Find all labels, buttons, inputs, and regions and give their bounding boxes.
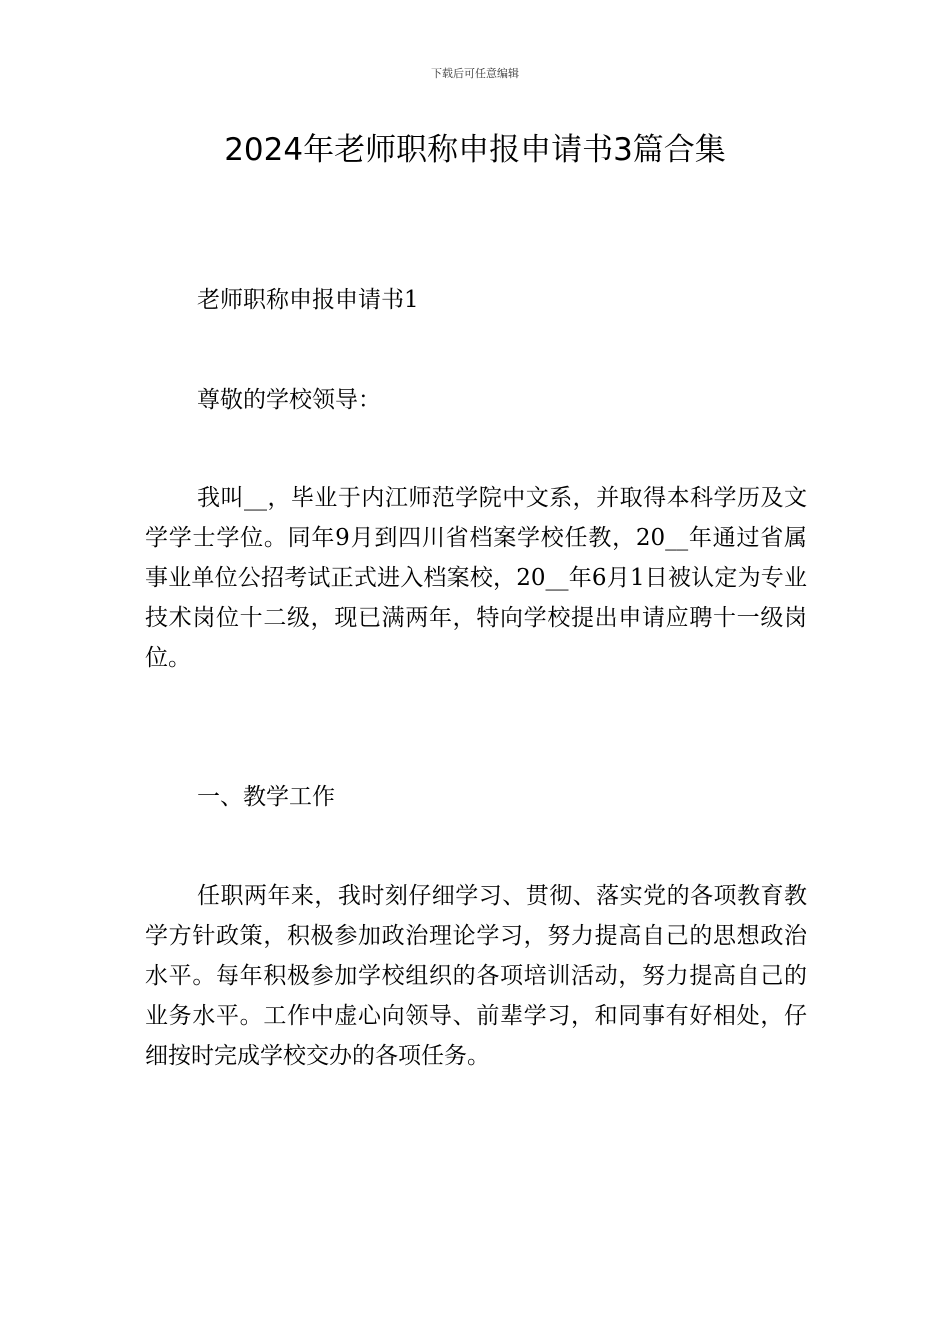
header-note: 下载后可任意编辑 (431, 67, 519, 80)
salutation: 尊敬的学校领导： (197, 387, 381, 413)
section-title: 老师职称申报申请书1 (197, 287, 419, 313)
paragraph-teaching-work: 任职两年来，我时刻仔细学习、贯彻、落实党的各项教育教学方针政策，积极参加政治理论学习，努力提高自己的思想政治水平。每年积极参加学校组织的各项培训活动，努力提高自己的业务水平。工作中虚心向领导、前辈学习，和同事有好相处，仔细按时完成学校交办的各项任务。 (145, 883, 807, 1069)
document-title: 2024年老师职称申报申请书3篇合集 (224, 132, 726, 168)
paragraph-intro: 我叫__，毕业于内江师范学院中文系，并取得本科学历及文学学士学位。同年9月到四川省档案学校任教，20__年通过省属事业单位公招考试正式进入档案校，20__年6月1日被认定为专业技术岗位十二级，现已满两年，特向学校提出申请应聘十一级岗位。 (145, 485, 807, 671)
heading-teaching-work: 一、教学工作 (197, 784, 335, 810)
